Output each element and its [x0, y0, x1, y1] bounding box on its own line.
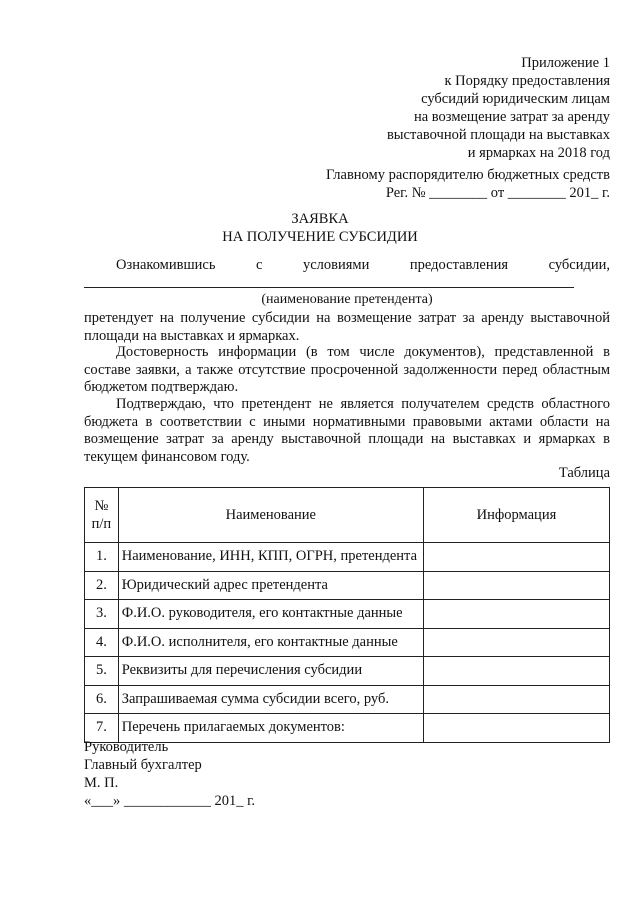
row-number: 4. [85, 628, 119, 657]
addressee-block [326, 166, 610, 202]
seal-label: М. П. [84, 775, 119, 791]
num-header-line: № [94, 498, 109, 514]
date-line: «___» ____________ 201_ г. [84, 793, 256, 809]
appendix-line: к Порядку предоставления [444, 73, 610, 89]
applicant-fill-line [84, 287, 574, 288]
row-name: Ф.И.О. исполнителя, его контактные данные [118, 628, 423, 657]
info-table [84, 487, 610, 743]
row-number: 2. [85, 571, 119, 600]
addressee-line: Главному распорядителю бюджетных средств [325, 167, 610, 183]
row-name: Реквизиты для перечисления субсидии [118, 657, 423, 686]
info-header: Информация [423, 488, 609, 543]
row-number: 3. [85, 600, 119, 629]
row-info-field[interactable] [423, 685, 609, 714]
registration-line: Рег. № ________ от ________ 201_ г. [385, 185, 610, 201]
table-row [85, 600, 610, 629]
row-name: Наименование, ИНН, КПП, ОГРН, претендента [118, 543, 423, 572]
table-row [85, 657, 610, 686]
title-line: ЗАЯВКА [291, 211, 349, 227]
row-info-field[interactable] [423, 714, 609, 743]
appendix-line: на возмещение затрат за аренду [413, 109, 610, 125]
title-line: НА ПОЛУЧЕНИЕ СУБСИДИИ [222, 229, 418, 245]
num-header-line: п/п [91, 516, 112, 532]
row-info-field[interactable] [423, 657, 609, 686]
table-row [85, 628, 610, 657]
row-number: 5. [85, 657, 119, 686]
accountant-signature-label: Главный бухгалтер [84, 757, 202, 773]
row-name: Запрашиваемая сумма субсидии всего, руб. [118, 685, 423, 714]
row-info-field[interactable] [423, 543, 609, 572]
table-caption: Таблица [558, 465, 610, 481]
reliability-paragraph: Достоверность информации (в том числе документов), представленной в составе заявки, а также отсутствие просроченной задолженности перед областным бюджетом подтверждаю. [84, 344, 610, 395]
num-header [85, 488, 119, 543]
table-row [85, 685, 610, 714]
appendix-line: субсидий юридическим лицам [421, 91, 610, 107]
row-name: Перечень прилагаемых документов: [118, 714, 423, 743]
row-info-field[interactable] [423, 628, 609, 657]
row-info-field[interactable] [423, 571, 609, 600]
table-row [85, 543, 610, 572]
signature-block [84, 738, 255, 810]
claim-paragraph: претендует на получение субсидии на возмещение затрат за аренду выставочной площади на выставках и ярмарках. [84, 310, 610, 344]
row-name: Юридический адрес претендента [118, 571, 423, 600]
appendix-header [387, 54, 610, 162]
row-number: 7. [85, 714, 119, 743]
row-number: 6. [85, 685, 119, 714]
confirmation-paragraph: Подтверждаю, что претендент не является получателем средств областного бюджета в соответствии с иными нормативными правовыми актами области на возмещение затрат за аренду выставочной площади на выставках и ярмарках в текущем финансовом году. [84, 396, 610, 465]
table-header-row [85, 488, 610, 543]
applicant-hint: (наименование претендента) [261, 292, 433, 307]
row-number: 1. [85, 543, 119, 572]
head-signature-label: Руководитель [84, 739, 169, 755]
name-header: Наименование [118, 488, 423, 543]
intro-paragraph: Ознакомившись с условиями предоставления субсидии, [116, 257, 610, 273]
row-name: Ф.И.О. руководителя, его контактные данные [118, 600, 423, 629]
appendix-line: Приложение 1 [521, 55, 610, 71]
appendix-line: и ярмарках на 2018 год [467, 145, 610, 161]
table-row [85, 571, 610, 600]
row-info-field[interactable] [423, 600, 609, 629]
appendix-line: выставочной площади на выставках [386, 127, 610, 143]
document-title [0, 210, 640, 246]
